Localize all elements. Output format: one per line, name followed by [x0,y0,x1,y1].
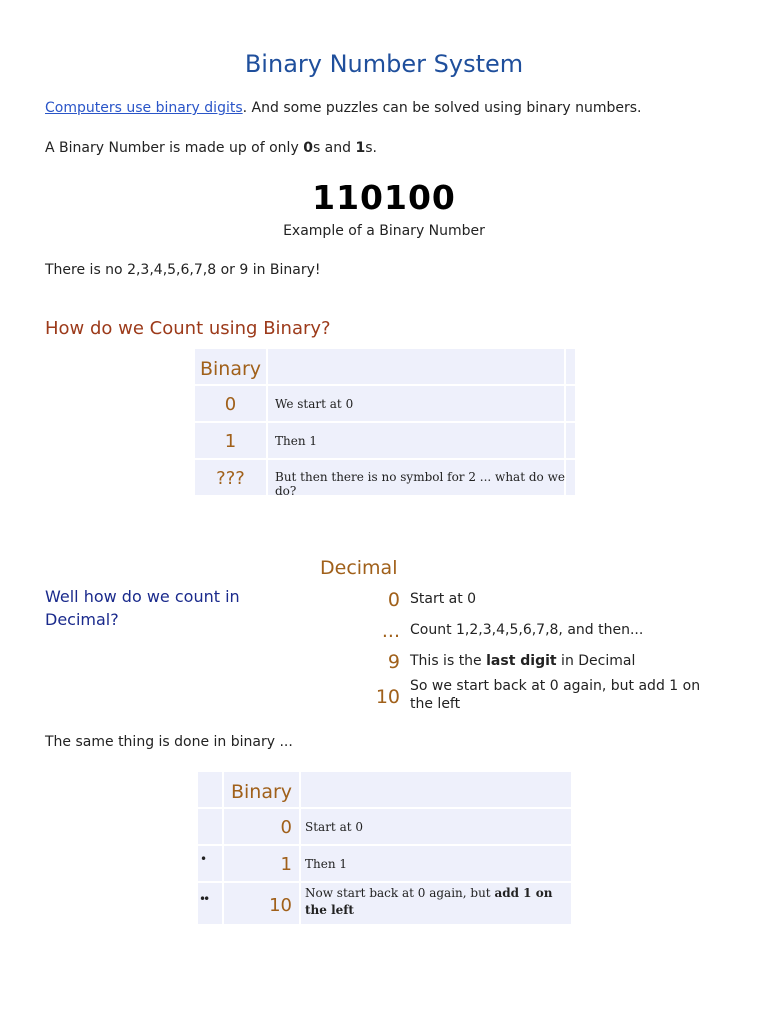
decimal-row1-value: 0 [387,589,400,611]
table2-header-binary: Binary [230,781,293,803]
table2-row2-text: Then 1 [305,857,348,871]
decimal-row3-text-bold: last digit [486,653,557,669]
table2-row2-dots: • [200,852,208,866]
decimal-question: Well how do we count in Decimal? [45,587,240,629]
decimal-row1-text: Start at 0 [410,591,477,607]
table2-row1-value: 0 [280,817,292,838]
decimal-row3-value: 9 [387,651,400,673]
definition-text-post: s. [365,140,377,156]
decimal-row4-text: So we start back at 0 again, but add 1 on the left [410,678,701,712]
table1-header-binary: Binary [199,358,262,380]
table2-row2-value: 1 [280,854,292,875]
table1-row3-value: ??? [216,468,245,489]
table1-row2-text: Then 1 [275,434,318,448]
decimal-header: Decimal [320,557,398,579]
binary-table-2 [198,772,571,924]
decimal-row3-text [410,652,720,670]
decimal-row4-value: 10 [375,686,400,708]
counting-heading: How do we Count using Binary? [45,318,331,339]
example-caption: Example of a Binary Number [283,223,485,239]
table1-row2-value: 1 [224,431,237,452]
definition-text-mid: s and [312,140,356,156]
decimal-row3-text-post: in Decimal [556,653,636,669]
table1-row1-text: We start at 0 [275,397,354,411]
table2-row3-text-bold: add 1 on the left [305,886,553,917]
table2-row3-value: 10 [269,895,292,916]
decimal-row2-value: ... [381,620,400,642]
example-binary-number: 110100 [312,178,456,217]
no-digits-text: There is no 2,3,4,5,6,7,8 or 9 in Binary! [45,262,321,278]
decimal-row2-text: Count 1,2,3,4,5,6,7,8, and then... [410,622,644,638]
table2-row3-dots: •• [199,892,208,906]
binary-table-1 [195,349,575,498]
intro-text: . And some puzzles can be solved using binary numbers. [242,100,642,116]
intro-paragraph [45,98,642,118]
definition-zero: 0 [303,140,313,156]
decimal-row3-text-pre: This is the [410,653,487,669]
page-title: Binary Number System [244,50,524,78]
table2-row3-text-pre: Now start back at 0 again, but [305,886,495,900]
same-thing-text: The same thing is done in binary ... [45,734,293,750]
table1-row3-text: But then there is no symbol for 2 ... what do we do? [275,470,565,498]
definition-text-pre: A Binary Number is made up of only [45,140,304,156]
table2-row1-text: Start at 0 [305,820,363,834]
table2-row3-text [305,885,565,919]
binary-digits-link[interactable]: Computers use binary digits [45,100,243,116]
definition-one: 1 [355,140,366,156]
definition-paragraph [45,138,377,158]
table1-row1-value: 0 [224,394,237,415]
